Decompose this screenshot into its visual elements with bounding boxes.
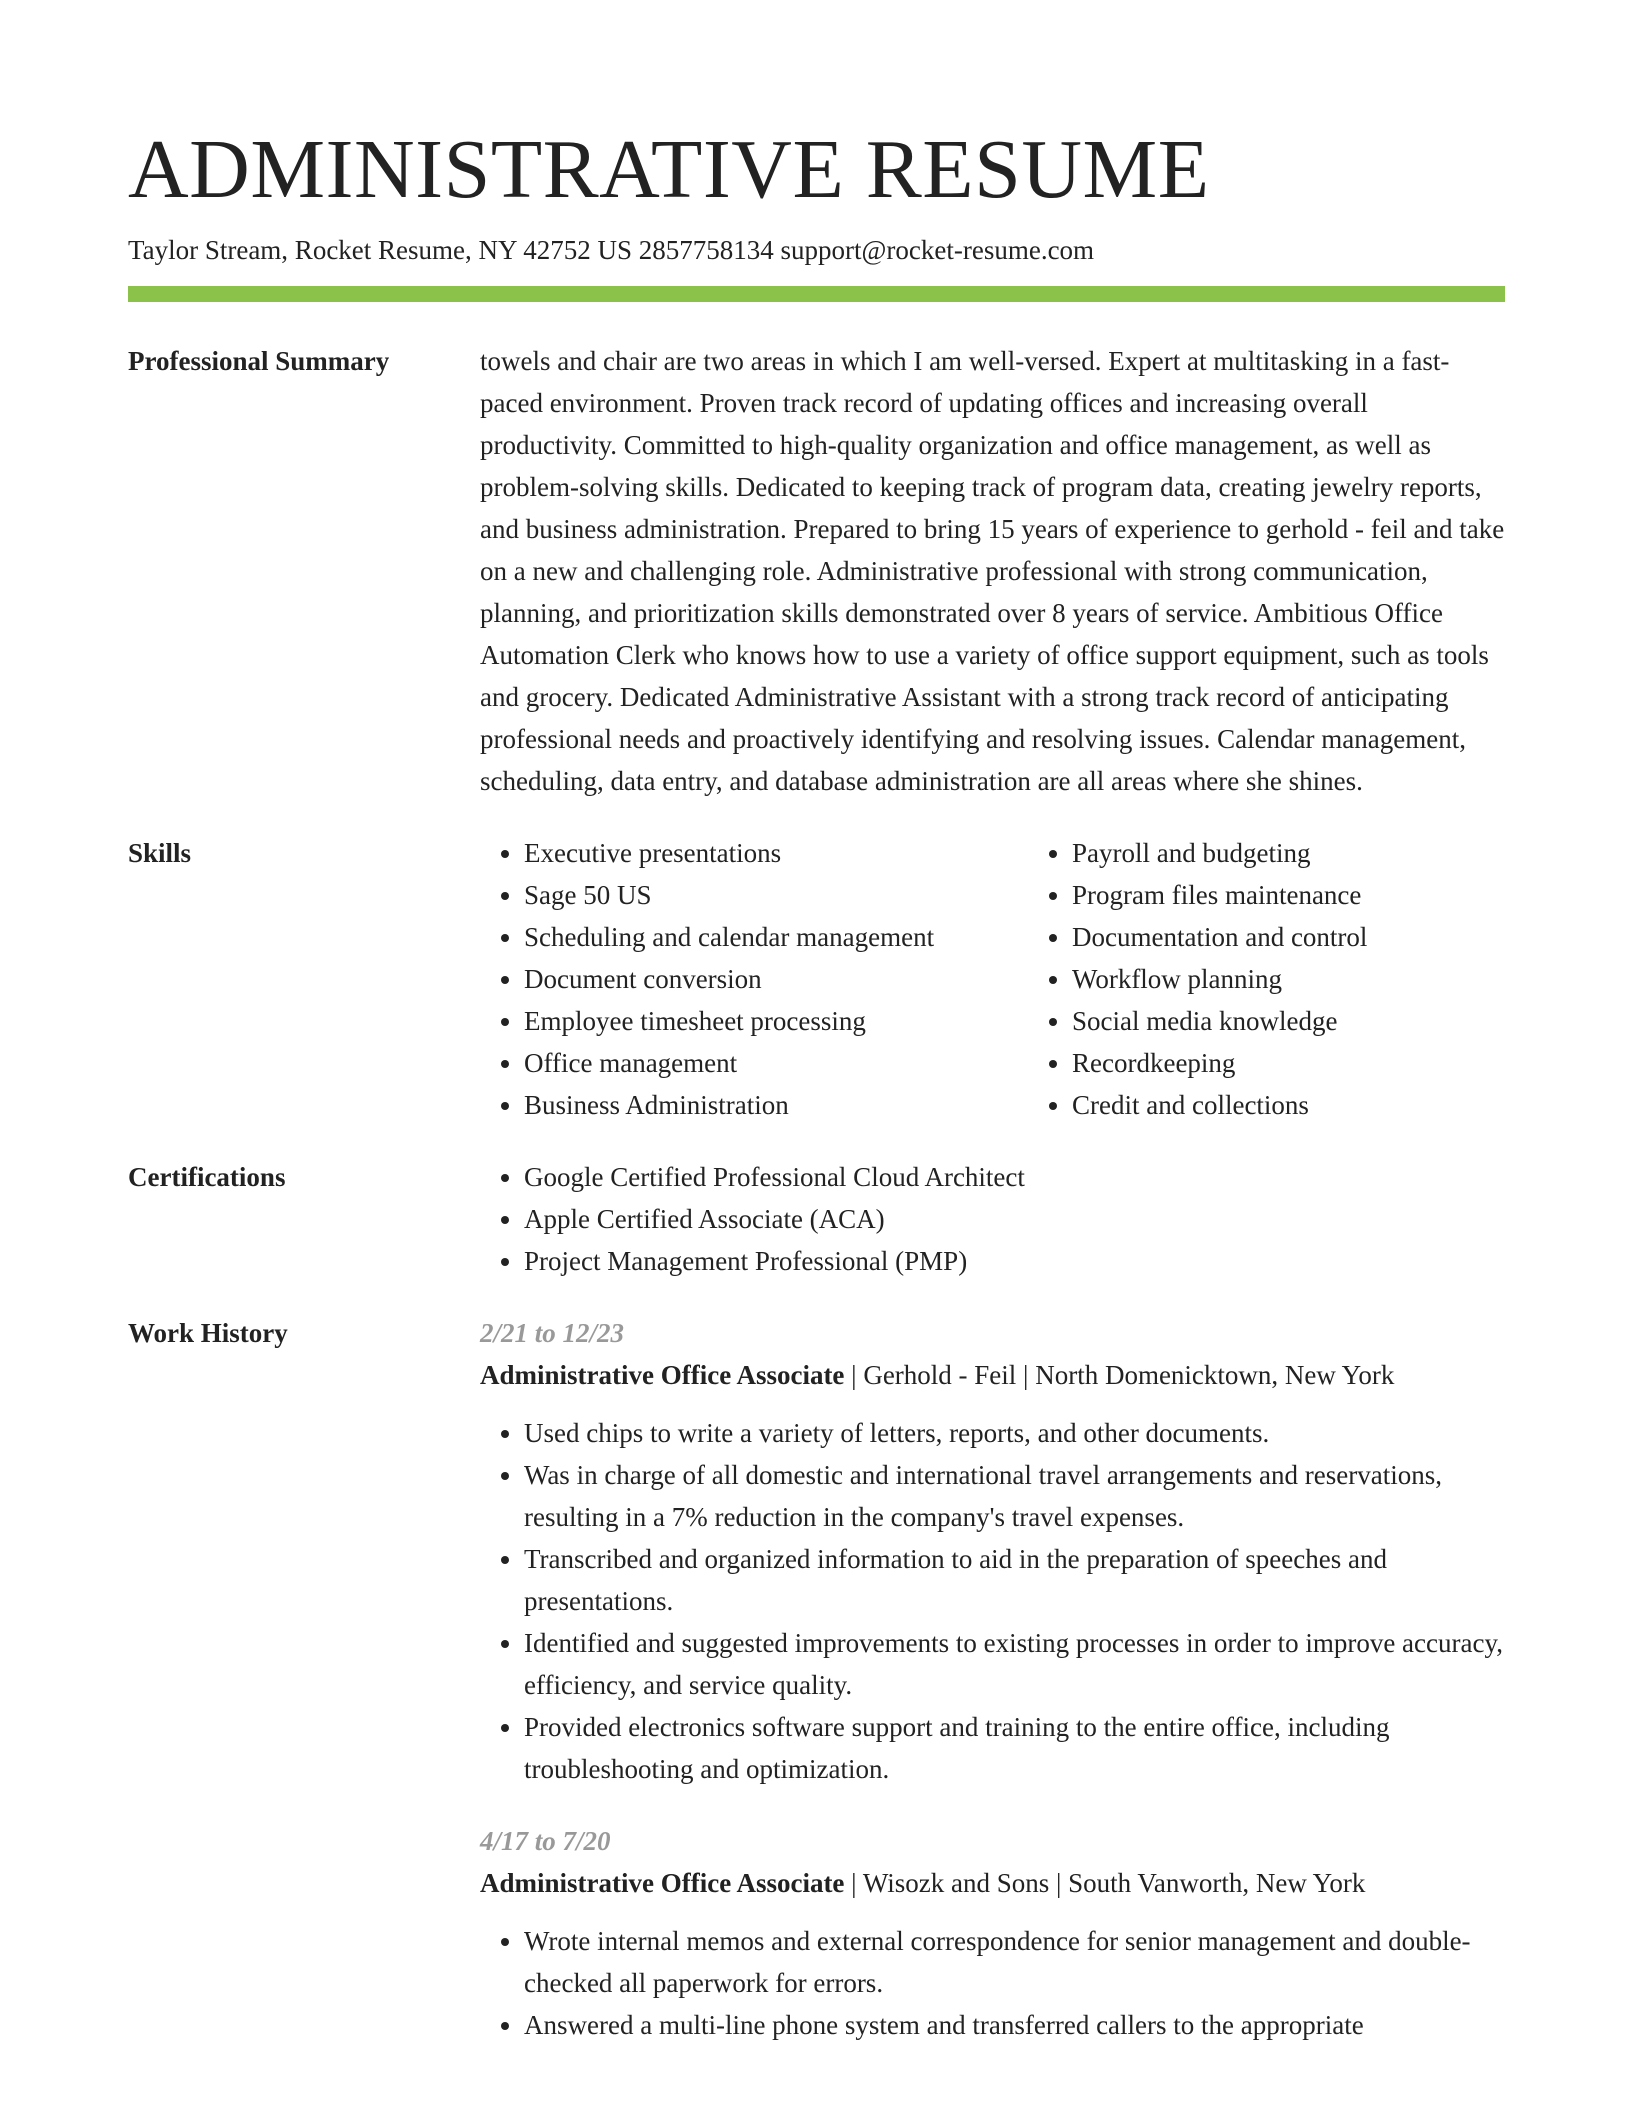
certifications-label: Certifications <box>128 1162 286 1192</box>
job-bullet: • Was in charge of all domestic and international travel arrangements and reservations, resulting in a 7% reduction in the company's travel expenses. <box>524 1454 1505 1538</box>
skill-item: • Recordkeeping <box>1072 1042 1576 1084</box>
job-heading <box>480 1354 1505 1396</box>
job-details: | Gerhold - Feil | North Domenicktown, New York <box>844 1360 1395 1390</box>
skills-section <box>128 832 1505 1126</box>
skill-item: • Document conversion <box>524 958 1028 1000</box>
job-bullet: • Provided electronics software support and training to the entire office, including troubleshooting and optimization. <box>524 1706 1505 1790</box>
job-bullets <box>480 1920 1505 2046</box>
skills-list-left <box>480 832 1028 1126</box>
job-bullet: • Used chips to write a variety of letters, reports, and other documents. <box>524 1412 1505 1454</box>
job-bullet: • Answered a multi-line phone system and transferred callers to the appropriate <box>524 2004 1505 2046</box>
job-bullets <box>480 1412 1505 1790</box>
job-bullet: • Identified and suggested improvements to existing processes in order to improve accuracy, efficiency, and service quality. <box>524 1622 1505 1706</box>
certifications-body <box>480 1156 1505 1282</box>
skill-item: • Sage 50 US <box>524 874 1028 916</box>
summary-text: towels and chair are two areas in which I am well-versed. Expert at multitasking in a fast-paced environment. Proven track record of updating offices and increasing overall productivity. Committed to high-quality organization and office management, as well as problem-solving skills. Dedicated to keeping track of program data, creating jewelry reports, and business administration. Prepared to bring 15 years of experience to gerhold - feil and take on a new and challenging role. Administrative professional with strong communication, planning, and prioritization skills demonstrated over 8 years of service. Ambitious Office Automation Clerk who knows how to use a variety of office support equipment, such as tools and grocery. Dedicated Administrative Assistant with a strong track record of anticipating professional needs and proactively identifying and resolving issues. Calendar management, scheduling, data entry, and database administration are all areas where she shines. <box>480 346 1505 796</box>
skill-item: • Payroll and budgeting <box>1072 832 1576 874</box>
certification-item: • Project Management Professional (PMP) <box>524 1240 1505 1282</box>
job-dates: 4/17 to 7/20 <box>480 1826 611 1856</box>
work-history-body <box>480 1312 1505 2046</box>
job-details: | Wisozk and Sons | South Vanworth, New York <box>844 1868 1366 1898</box>
skill-item: • Documentation and control <box>1072 916 1576 958</box>
skill-item: • Business Administration <box>524 1084 1028 1126</box>
certification-item: • Google Certified Professional Cloud Architect <box>524 1156 1505 1198</box>
skill-item: • Employee timesheet processing <box>524 1000 1028 1042</box>
resume-title: ADMINISTRATIVE RESUME <box>128 123 1210 216</box>
skill-item: • Office management <box>524 1042 1028 1084</box>
work-history-label: Work History <box>128 1318 288 1348</box>
certification-item: • Apple Certified Associate (ACA) <box>524 1198 1505 1240</box>
job-heading <box>480 1862 1505 1904</box>
header-divider <box>128 286 1505 302</box>
job-entry <box>480 1820 1505 2046</box>
resume-page <box>128 0 1505 2046</box>
skill-item: • Workflow planning <box>1072 958 1576 1000</box>
summary-section <box>128 340 1505 802</box>
work-history-section <box>128 1312 1505 2046</box>
job-entry <box>480 1312 1505 1790</box>
certifications-list <box>480 1156 1505 1282</box>
skill-item: • Executive presentations <box>524 832 1028 874</box>
summary-label: Professional Summary <box>128 346 390 376</box>
skills-columns <box>480 832 1576 1126</box>
skills-list-right <box>1028 832 1576 1126</box>
contact-line: Taylor Stream, Rocket Resume, NY 42752 US 2857758134 support@rocket-resume.com <box>128 235 1095 265</box>
job-bullet: • Wrote internal memos and external correspondence for senior management and double-checked all paperwork for errors. <box>524 1920 1505 2004</box>
skill-item: • Program files maintenance <box>1072 874 1576 916</box>
skills-label: Skills <box>128 838 192 868</box>
certifications-section <box>128 1156 1505 1282</box>
job-title: Administrative Office Associate <box>480 1868 845 1898</box>
job-dates: 2/21 to 12/23 <box>480 1318 625 1348</box>
skill-item: • Scheduling and calendar management <box>524 916 1028 958</box>
job-bullet: • Transcribed and organized information to aid in the preparation of speeches and presentations. <box>524 1538 1505 1622</box>
job-title: Administrative Office Associate <box>480 1360 845 1390</box>
skill-item: • Social media knowledge <box>1072 1000 1576 1042</box>
skill-item: • Credit and collections <box>1072 1084 1576 1126</box>
